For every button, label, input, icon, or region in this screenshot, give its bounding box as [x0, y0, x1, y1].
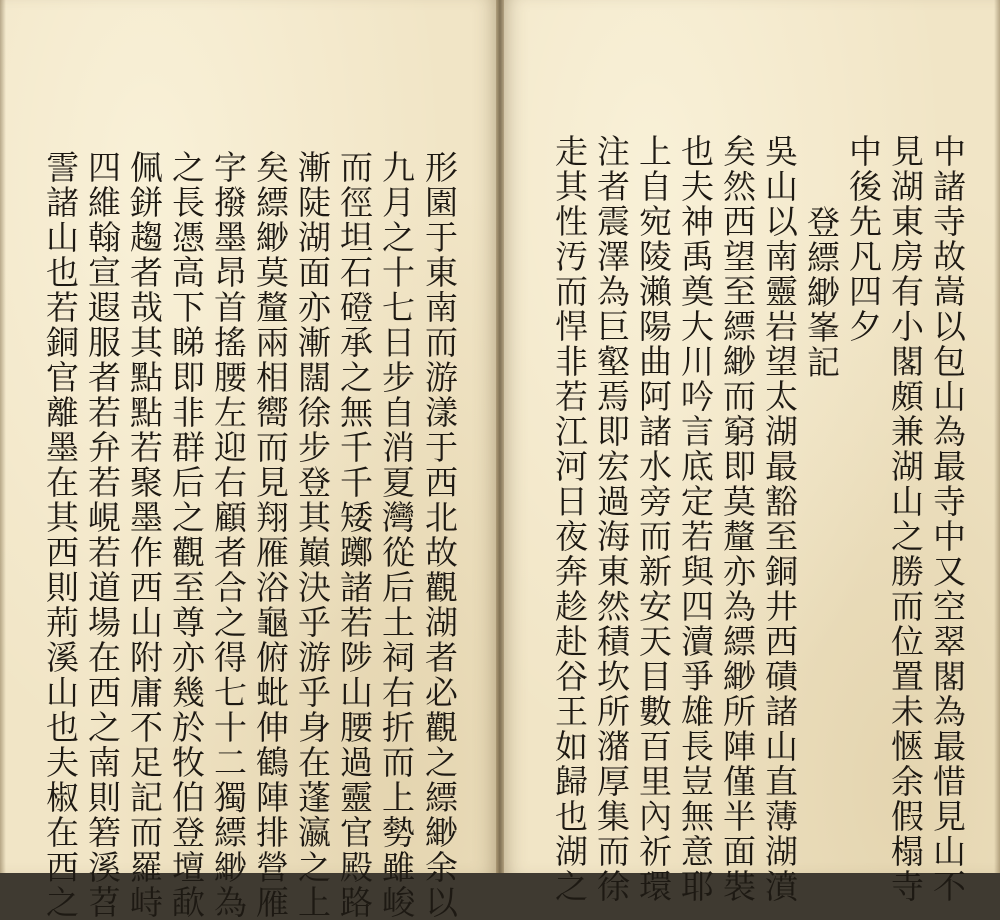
- left-col-6: 字撥墨昂首搖腰左迎右顧者合之得七十二獨縹緲為: [209, 150, 248, 920]
- right-col-6: 矣然西望至縹緲而窮即莫釐亦為縹緲所陣僅半面裝: [718, 134, 757, 904]
- right-col-8: 上自宛陵瀨陽曲阿諸水旁而新安天目數百里內祈環: [634, 134, 673, 904]
- right-col-10: 走其性汚而悍非若江河日夜奔趁赴谷王如歸也湖之: [550, 134, 589, 904]
- left-col-4: 漸陡湖面亦漸闊徐步登其巔決乎游乎身在蓬瀛之上: [293, 150, 332, 920]
- right-col-heading: 登縹緲峯記: [802, 205, 841, 380]
- right-page-edge: [994, 0, 1000, 873]
- book-gutter: [496, 0, 504, 873]
- left-col-5: 矣縹緲莫釐兩相嚮而見翔雁浴龜俯蚍伸鶴陣排營雁: [251, 150, 290, 920]
- right-col-9: 注者震澤為巨壑焉即宏過海東然積坎所潴厚集而徐: [592, 134, 631, 904]
- left-page-edge: [0, 0, 6, 873]
- right-col-7: 也夫神禹奠大川吟言底定若與四瀆爭雄長豈無意耶: [676, 134, 715, 904]
- left-col-3: 而徑坦石磴承之無千千矮躑諸若陟山腰過靈官殿路: [335, 150, 374, 920]
- right-col-2: 見湖東房有小閣頗兼湖山之勝而位置未愜余假榻寺: [886, 134, 925, 904]
- left-col-7: 之長憑高下睇即非群后之觀至尊亦幾於牧伯登壇歃: [167, 150, 206, 920]
- right-page: [500, 0, 1000, 904]
- left-col-1: 形園于東南而游漾于西北故觀湖者必觀之縹緲余以: [420, 150, 459, 920]
- right-col-5: 吳山以南靈岩望太湖最豁至銅井西磧諸山直薄湖濆: [760, 134, 799, 904]
- left-col-10: 霅諸山也若銅官離墨在其西則荊溪山也夫椒在西之: [41, 150, 80, 920]
- left-col-2: 九月之十七日步自消夏灣從后土祠右折而上勢雖峻: [377, 150, 416, 920]
- right-col-3: 中後先凡四夕: [844, 134, 883, 344]
- right-col-1: 中諸寺故嵩以包山為最寺中又空翠閣為最惜見山不: [928, 134, 967, 904]
- left-col-9: 四維翰宣遐服者若弁若峴若道場在西之南則箬溪苕: [83, 150, 122, 920]
- left-col-8: 佩鉼趨者哉其點點若聚墨作西山附庸不足記而羅峙: [125, 150, 164, 920]
